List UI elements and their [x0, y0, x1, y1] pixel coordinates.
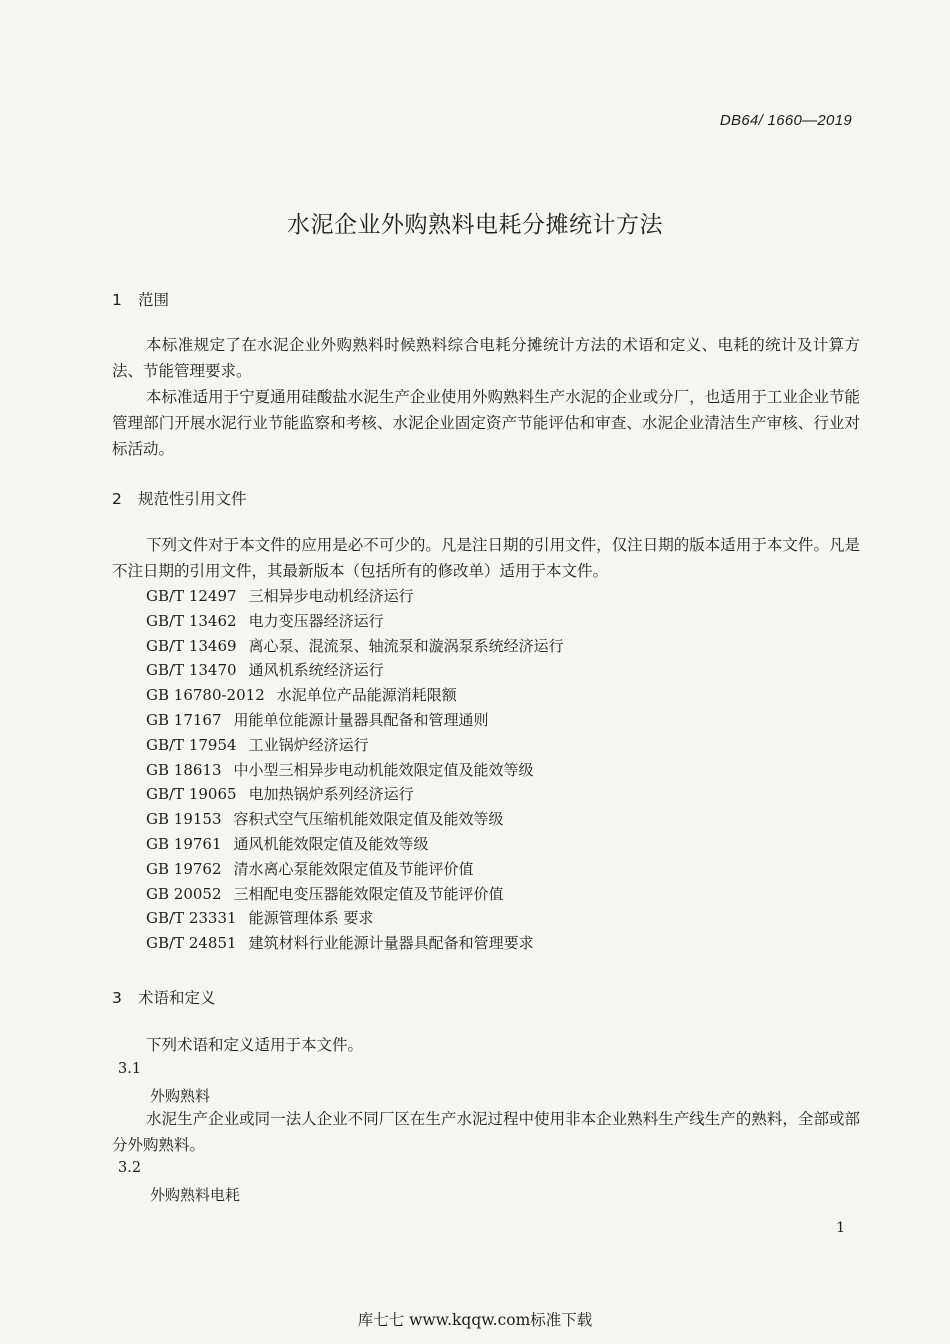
document-title: 水泥企业外购熟料电耗分摊统计方法 — [287, 212, 663, 238]
reference-code: GB/T 12497 — [146, 587, 237, 605]
section-title: 规范性引用文件 — [138, 490, 247, 508]
reference-title: 通风机能效限定值及能效等级 — [233, 834, 429, 853]
section-title: 术语和定义 — [138, 989, 216, 1007]
section-number: 1 — [112, 291, 122, 309]
reference-item — [146, 782, 564, 807]
clause-number: 3.1 — [118, 1061, 142, 1077]
reference-item — [146, 857, 564, 882]
clause-number: 3.2 — [118, 1160, 142, 1176]
reference-code: GB/T 23331 — [146, 909, 237, 928]
reference-code: GB 18613 — [146, 760, 222, 779]
reference-title: 中小型三相异步电动机能效限定值及能效等级 — [233, 760, 534, 779]
reference-title: 电力变压器经济运行 — [248, 611, 384, 630]
reference-code: GB 17167 — [146, 710, 222, 729]
standard-code: DB64/ 1660—2019 — [719, 112, 852, 129]
section-2-heading — [112, 487, 247, 509]
reference-item — [146, 733, 564, 758]
section-1-heading — [112, 288, 169, 310]
reference-title: 三相异步电动机经济运行 — [248, 587, 414, 605]
reference-title: 离心泵、混流泵、轴流泵和漩涡泵系统经济运行 — [248, 636, 564, 655]
term-name: 外购熟料 — [150, 1087, 211, 1105]
reference-title: 清水离心泵能效限定值及节能评价值 — [233, 859, 474, 878]
reference-item — [146, 882, 564, 907]
reference-item — [146, 906, 564, 931]
reference-code: GB/T 13470 — [146, 661, 237, 680]
reference-code: GB/T 13469 — [146, 636, 237, 655]
term-name: 外购熟料电耗 — [150, 1186, 241, 1204]
reference-code: GB 16780-2012 — [146, 686, 265, 705]
reference-title: 容积式空气压缩机能效限定值及能效等级 — [233, 810, 504, 829]
reference-code: GB 20052 — [146, 884, 222, 903]
term-definition: 水泥生产企业或同一法人企业不同厂区在生产水泥过程中使用非本企业熟料生产线生产的熟料，全部或部分外购熟料。 — [112, 1110, 860, 1154]
reference-code: GB 19761 — [146, 834, 222, 853]
reference-item — [146, 584, 564, 609]
reference-title: 能源管理体系 要求 — [248, 909, 374, 928]
reference-code: GB/T 24851 — [146, 934, 237, 953]
reference-code: GB/T 13462 — [146, 611, 237, 630]
references-intro: 下列文件对于本文件的应用是必不可少的。凡是注日期的引用文件，仅注日期的版本适用于本文件。凡是不注日期的引用文件，其最新版本（包括所有的修改单）适用于本文件。 — [112, 536, 860, 580]
terms-intro: 下列术语和定义适用于本文件。 — [146, 1036, 364, 1054]
reference-title: 水泥单位产品能源消耗限额 — [276, 686, 457, 705]
reference-item — [146, 931, 564, 956]
reference-item — [146, 609, 564, 634]
reference-code: GB/T 17954 — [146, 735, 237, 754]
reference-list — [146, 584, 564, 956]
reference-code: GB 19153 — [146, 810, 222, 829]
reference-code: GB 19762 — [146, 859, 222, 878]
reference-item — [146, 758, 564, 783]
scope-paragraph-2: 本标准适用于宁夏通用硅酸盐水泥生产企业使用外购熟料生产水泥的企业或分厂，也适用于工业企业节能管理部门开展水泥行业节能监察和考核、水泥企业固定资产节能评估和审查、水泥企业清洁生产审核、行业对标活动。 — [112, 388, 860, 458]
reference-item — [146, 634, 564, 659]
reference-title: 三相配电变压器能效限定值及节能评价值 — [233, 884, 504, 903]
section-number: 3 — [112, 989, 122, 1007]
reference-item — [146, 807, 564, 832]
reference-title: 工业锅炉经济运行 — [248, 735, 369, 754]
reference-item — [146, 708, 564, 733]
reference-title: 用能单位能源计量器具配备和管理通则 — [233, 710, 489, 729]
footer-watermark: 库七七 www.kqqw.com标准下载 — [357, 1311, 593, 1329]
section-title: 范围 — [138, 291, 170, 309]
reference-title: 通风机系统经济运行 — [248, 661, 384, 680]
reference-item — [146, 658, 564, 683]
section-number: 2 — [112, 490, 122, 508]
section-3-heading — [112, 986, 216, 1008]
scope-paragraph-1: 本标准规定了在水泥企业外购熟料时候熟料综合电耗分摊统计方法的术语和定义、电耗的统计及计算方法、节能管理要求。 — [112, 336, 860, 380]
reference-code: GB/T 19065 — [146, 785, 237, 804]
reference-item — [146, 683, 564, 708]
reference-title: 电加热锅炉系列经济运行 — [248, 785, 414, 804]
reference-title: 建筑材料行业能源计量器具配备和管理要求 — [248, 934, 534, 953]
reference-item — [146, 832, 564, 857]
page-number: 1 — [836, 1220, 845, 1236]
